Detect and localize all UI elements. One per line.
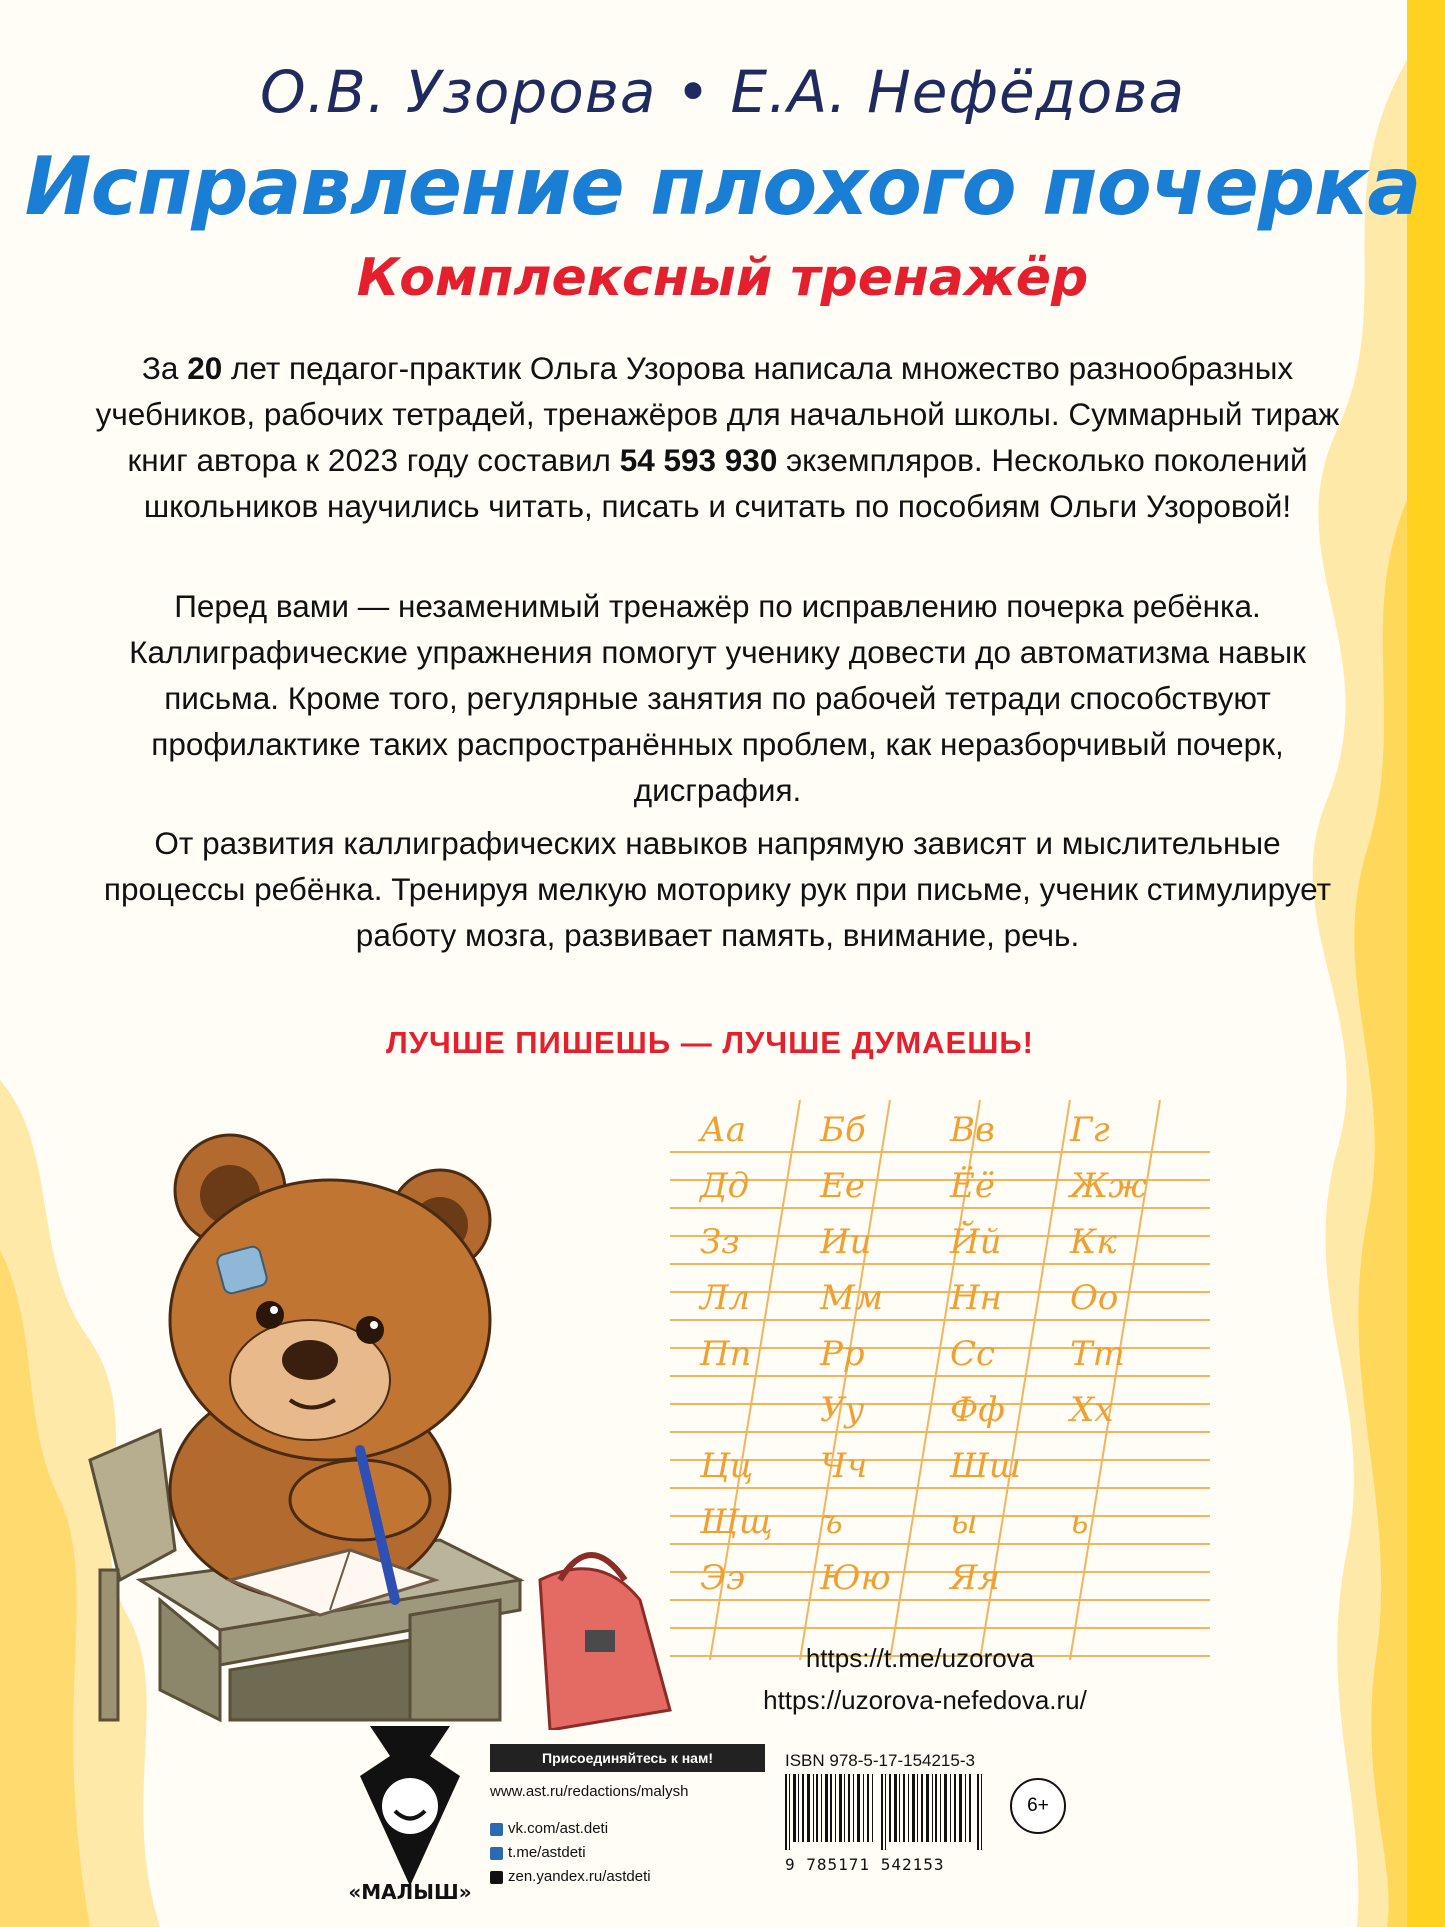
copybook-letter: Шш — [950, 1446, 1022, 1486]
copybook-letter: Рр — [820, 1334, 865, 1374]
telegram-icon — [490, 1847, 503, 1860]
copybook-letter: Мм — [820, 1278, 884, 1318]
copybook-letter: Пп — [700, 1334, 752, 1374]
barcode — [785, 1774, 985, 1874]
copybook-letter: Фф — [950, 1390, 1005, 1430]
slogan: ЛУЧШЕ ПИШЕШЬ — ЛУЧШЕ ДУМАЕШЬ! — [386, 1025, 1034, 1060]
copybook-letter: Зз — [700, 1222, 740, 1262]
copybook-letter: Нн — [950, 1278, 1003, 1318]
copybook-letter: Йй — [950, 1222, 1002, 1262]
ast-site-link[interactable]: www.ast.ru/redactions/malysh — [490, 1783, 689, 1800]
copybook-letter: Яя — [950, 1558, 1000, 1598]
copybook-letter: Вв — [950, 1110, 995, 1150]
copybook-letter: Бб — [820, 1110, 866, 1150]
p1-text-c: экземпляров. Несколько поколений школьников научились читать, писать и считать по пособиям Ольги Узоровой! — [143, 442, 1308, 524]
book-title: Исправление плохого почерка — [24, 140, 1421, 233]
telegram-url[interactable]: https://t.me/uzorova — [805, 1643, 1035, 1673]
copybook-letter: Ее — [820, 1166, 865, 1206]
copybook-letter: Аа — [700, 1110, 747, 1150]
copybook-letter: Жж — [1070, 1166, 1147, 1206]
copybook-letter: Ёё — [950, 1166, 995, 1206]
copybook-letter: Гг — [1070, 1110, 1110, 1150]
copybook-letter: Хх — [1070, 1390, 1114, 1430]
vk-link-text: vk.com/ast.deti — [508, 1820, 609, 1837]
zen-icon — [490, 1871, 503, 1884]
copybook-letter: Тт — [1070, 1334, 1125, 1374]
copybook-letter: Лл — [700, 1278, 751, 1318]
book-subtitle: Комплексный тренажёр — [356, 248, 1089, 308]
copybook-letter: Юю — [820, 1558, 891, 1598]
join-us-banner: Присоединяйтесь к нам! — [490, 1744, 765, 1772]
telegram-link[interactable] — [490, 1844, 586, 1861]
zen-link[interactable] — [490, 1868, 651, 1885]
paragraph-benefits: От развития каллиграфических навыков напрямую зависят и мыслительные процессы ребёнка. Тренируя мелкую моторику рук при письме, ученик стимулирует работу мозга, развивает память, внимание, речь. — [103, 825, 1332, 953]
copybook-letter: ы — [950, 1502, 978, 1542]
paragraph-trainer-description: Перед вами — незаменимый тренажёр по исправлению почерка ребёнка. Каллиграфические упражнения помогут ученику довести до автоматизма навык письма. Кроме того, регулярные занятия по рабочей тетради способствуют профилактике таких распространённых проблем, как неразборчивый почерк, дисграфия. — [129, 588, 1306, 808]
isbn-label: ISBN 978-5-17-154215-3 — [785, 1751, 975, 1770]
zen-link-text: zen.yandex.ru/astdeti — [508, 1868, 651, 1885]
barcode-digits: 9 785171 542153 — [785, 1855, 945, 1874]
copybook-letter: Ии — [820, 1222, 872, 1262]
website-url[interactable]: https://uzorova-nefedova.ru/ — [763, 1685, 1087, 1715]
copybook-letter: Ээ — [700, 1558, 746, 1598]
vk-link[interactable] — [490, 1820, 608, 1837]
copybook-letter: Дд — [700, 1166, 750, 1206]
copybook-letter: Цц — [700, 1446, 754, 1486]
copybook-letter: ь — [1070, 1502, 1089, 1542]
barcode-bars — [785, 1774, 985, 1850]
p1-text-b: лет педагог-практик Ольга Узорова написала множество разнообразных учебников, рабочих тетрадей, тренажёров для начальной школы. Суммарный тираж книг автора к 2023 году составил — [95, 350, 1340, 478]
p1-text-a: За — [141, 350, 188, 386]
telegram-link-text: t.me/astdeti — [508, 1844, 586, 1861]
p1-bold-copies: 54 593 930 — [619, 442, 778, 478]
p1-bold-years: 20 — [187, 350, 223, 386]
copybook-letter: Кк — [1070, 1222, 1117, 1262]
age-rating-badge: 6+ — [1010, 1778, 1066, 1834]
paragraph-author-bio — [90, 345, 1345, 529]
copybook-letter: Оо — [1070, 1278, 1119, 1318]
teddy-bear-illustration — [80, 1110, 700, 1730]
copybook-letter: Уу — [820, 1390, 865, 1430]
copybook-letter: Чч — [820, 1446, 868, 1486]
publisher-name: «МАЛЫШ» — [348, 1880, 472, 1904]
copybook-letter-grid — [650, 1100, 1210, 1700]
copybook-letter: ъ — [820, 1502, 843, 1542]
copybook-alphabet — [650, 1100, 1210, 1700]
copybook-letter: Щщ — [700, 1502, 773, 1542]
copybook-letter: Сс — [950, 1334, 996, 1374]
authors-line: О.В. Узорова • Е.А. Нефёдова — [259, 58, 1186, 126]
vk-icon — [490, 1823, 503, 1836]
